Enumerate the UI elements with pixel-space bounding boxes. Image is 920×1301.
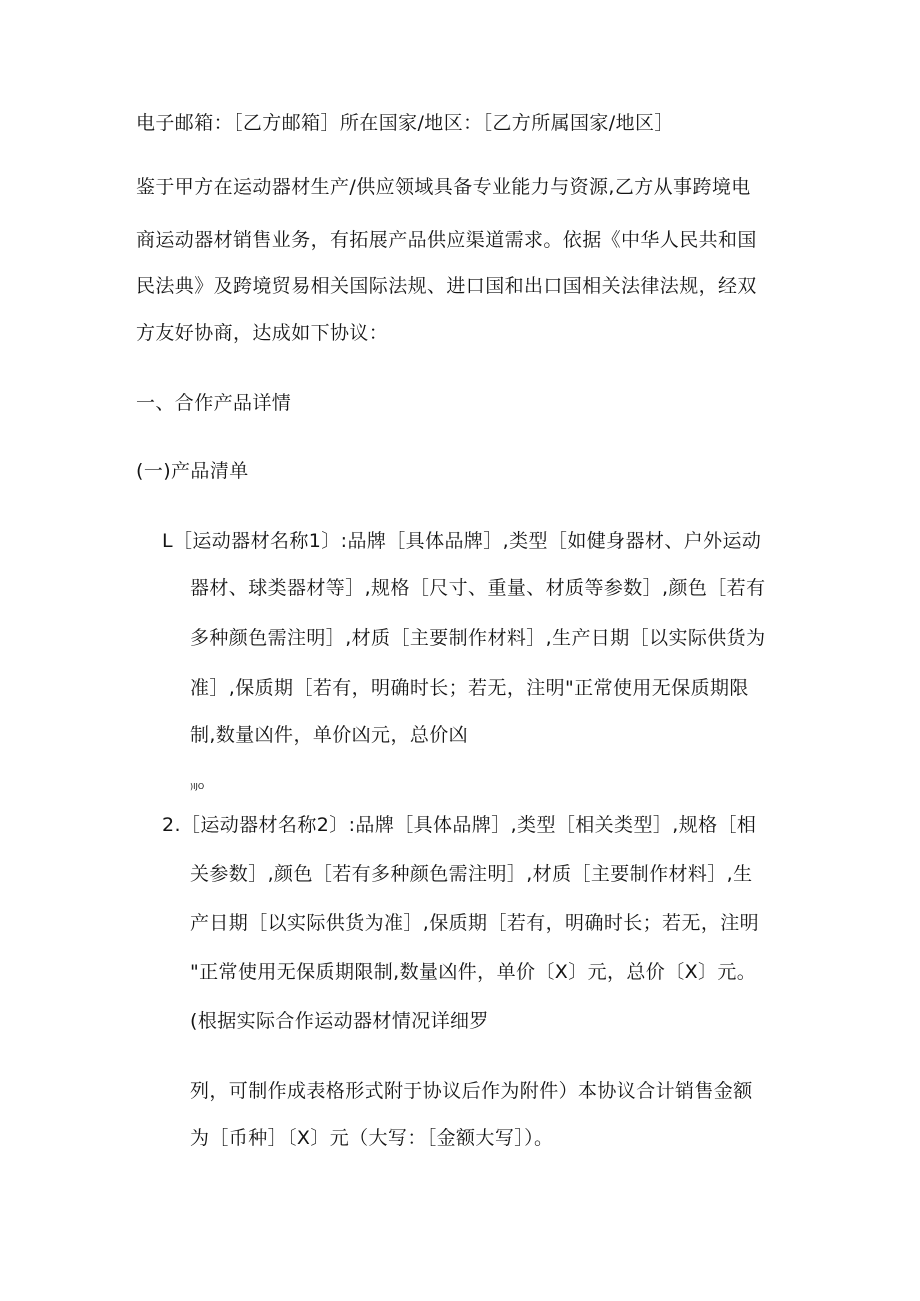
product-item-1-line: 多种颜色需注明］,材质［主要制作材料］,生产日期［以实际供货为 bbox=[190, 627, 766, 649]
contact-line: 电子邮箱：［乙方邮箱］所在国家/地区：［乙方所属国家/地区］ bbox=[136, 112, 674, 134]
preamble-line: 方友好协商，达成如下协议： bbox=[136, 322, 389, 344]
product-item-1-line: 制,数量凶件，单价凶元，总价凶 bbox=[190, 724, 469, 746]
product-item-2-line: 关参数］,颜色［若有多种颜色需注明］,材质［主要制作材料］,生 bbox=[190, 863, 753, 885]
product-item-2-line: 产日期［以实际供货为准］,保质期［若有，明确时长；若无，注明 bbox=[190, 912, 760, 934]
product-item-2-line: "正常使用无保质期限制,数量凶件，单价〔X〕元，总价〔X〕元。 bbox=[190, 961, 757, 983]
preamble-line: 民法典》及跨境贸易相关国际法规、进口国和出口国相关法律法规，经双 bbox=[136, 275, 757, 297]
closing-line: 为［币种］〔X〕元（大写：［金额大写］）。 bbox=[190, 1127, 554, 1149]
section-heading: 一、合作产品详情 bbox=[136, 392, 292, 414]
product-item-1-line: 准］,保质期［若有，明确时长；若无，注明"正常使用无保质期限 bbox=[190, 677, 749, 699]
subsection-heading: (一)产品清单 bbox=[136, 460, 249, 482]
product-item-1-line: L［运动器材名称1〕:品牌［具体品牌］,类型［如健身器材、户外运动 bbox=[162, 530, 762, 552]
preamble-line: 鉴于甲方在运动器材生产/供应领域具备专业能力与资源,乙方从事跨境电 bbox=[136, 176, 751, 198]
product-item-2-line: (根据实际合作运动器材情况详细罗 bbox=[190, 1010, 489, 1032]
item-1-note: )IJO bbox=[190, 782, 205, 791]
closing-line: 列，可制作成表格形式附于协议后作为附件）本协议合计销售金额 bbox=[190, 1080, 753, 1102]
product-item-1-line: 器材、球类器材等］,规格［尺寸、重量、材质等参数］,颜色［若有 bbox=[190, 577, 766, 599]
product-item-2-line: 2.［运动器材名称2〕:品牌［具体品牌］,类型［相关类型］,规格［相 bbox=[162, 814, 757, 836]
preamble-line: 商运动器材销售业务，有拓展产品供应渠道需求。依据《中华人民共和国 bbox=[136, 229, 757, 251]
